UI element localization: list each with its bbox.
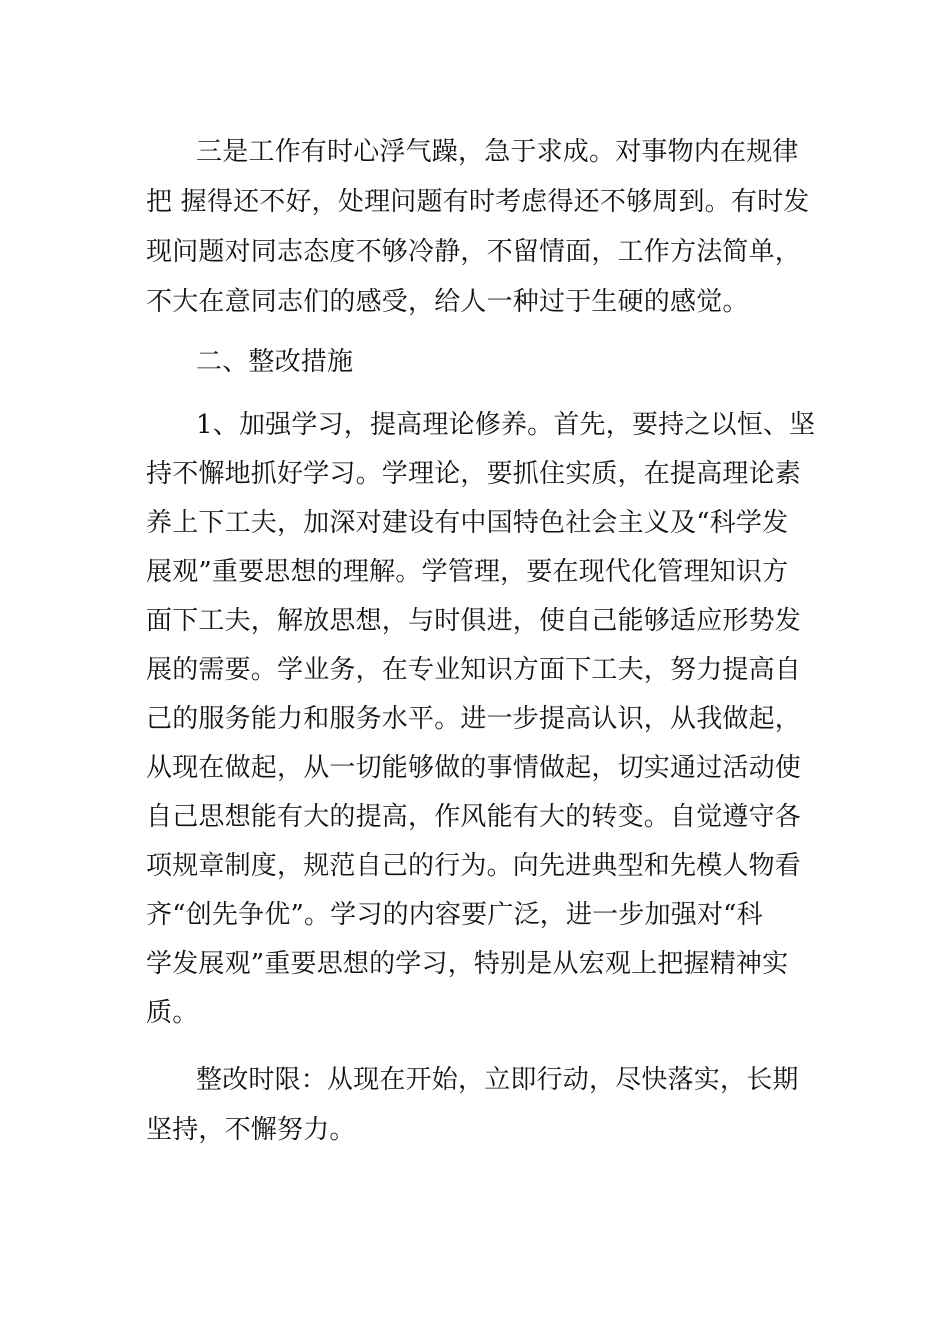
paragraph-1-line-3: 现问题对同志态度不够冷静，不留情面，工作方法简单， <box>146 237 802 267</box>
paragraph-2-line-6: 展的需要。学业务，在专业知识方面下工夫，努力提高自 <box>146 655 802 685</box>
paragraph-1-line-1: 三是工作有时心浮气躁，急于求成。对事物内在规律 <box>196 137 799 167</box>
paragraph-2-line-5: 面下工夫，解放思想，与时俱进，使自己能够适应形势发 <box>146 606 802 636</box>
paragraph-2-line-4: 展观”重要思想的理解。学管理，要在现代化管理知识方 <box>146 557 789 587</box>
paragraph-1-line-4: 不大在意同志们的感受，给人一种过于生硬的感觉。 <box>146 287 749 317</box>
paragraph-2-line-11: 齐“创先争优”。学习的内容要广泛，进一步加强对“科 <box>146 900 763 930</box>
paragraph-2-line-3: 养上下工夫，加深对建设有中国特色社会主义及“科学发 <box>146 508 789 538</box>
section-heading: 二、整改措施 <box>196 347 354 377</box>
paragraph-2-line-10: 项规章制度，规范自己的行为。向先进典型和先模人物看 <box>146 851 802 881</box>
paragraph-2-line-1: 1、加强学习，提高理论修养。首先，要持之以恒、坚 <box>196 410 816 440</box>
paragraph-3-line-1: 整改时限：从现在开始，立即行动，尽快落实，长期 <box>196 1065 799 1095</box>
paragraph-2-line-2: 持不懈地抓好学习。学理论，要抓住实质，在提高理论素 <box>146 459 802 489</box>
paragraph-2-line-12: 学发展观”重要思想的学习，特别是从宏观上把握精神实 <box>146 949 789 979</box>
paragraph-2-line-9: 自己思想能有大的提高，作风能有大的转变。自觉遵守各 <box>146 802 802 832</box>
paragraph-2-line-13: 质。 <box>146 998 199 1028</box>
paragraph-2-line-7: 己的服务能力和服务水平。进一步提高认识，从我做起， <box>146 704 802 734</box>
paragraph-3-line-2: 坚持，不懈努力。 <box>146 1115 356 1145</box>
paragraph-2-line-8: 从现在做起，从一切能够做的事情做起，切实通过活动使 <box>146 753 802 783</box>
paragraph-1-line-2: 把 握得还不好，处理问题有时考虑得还不够周到。有时发 <box>146 187 810 217</box>
